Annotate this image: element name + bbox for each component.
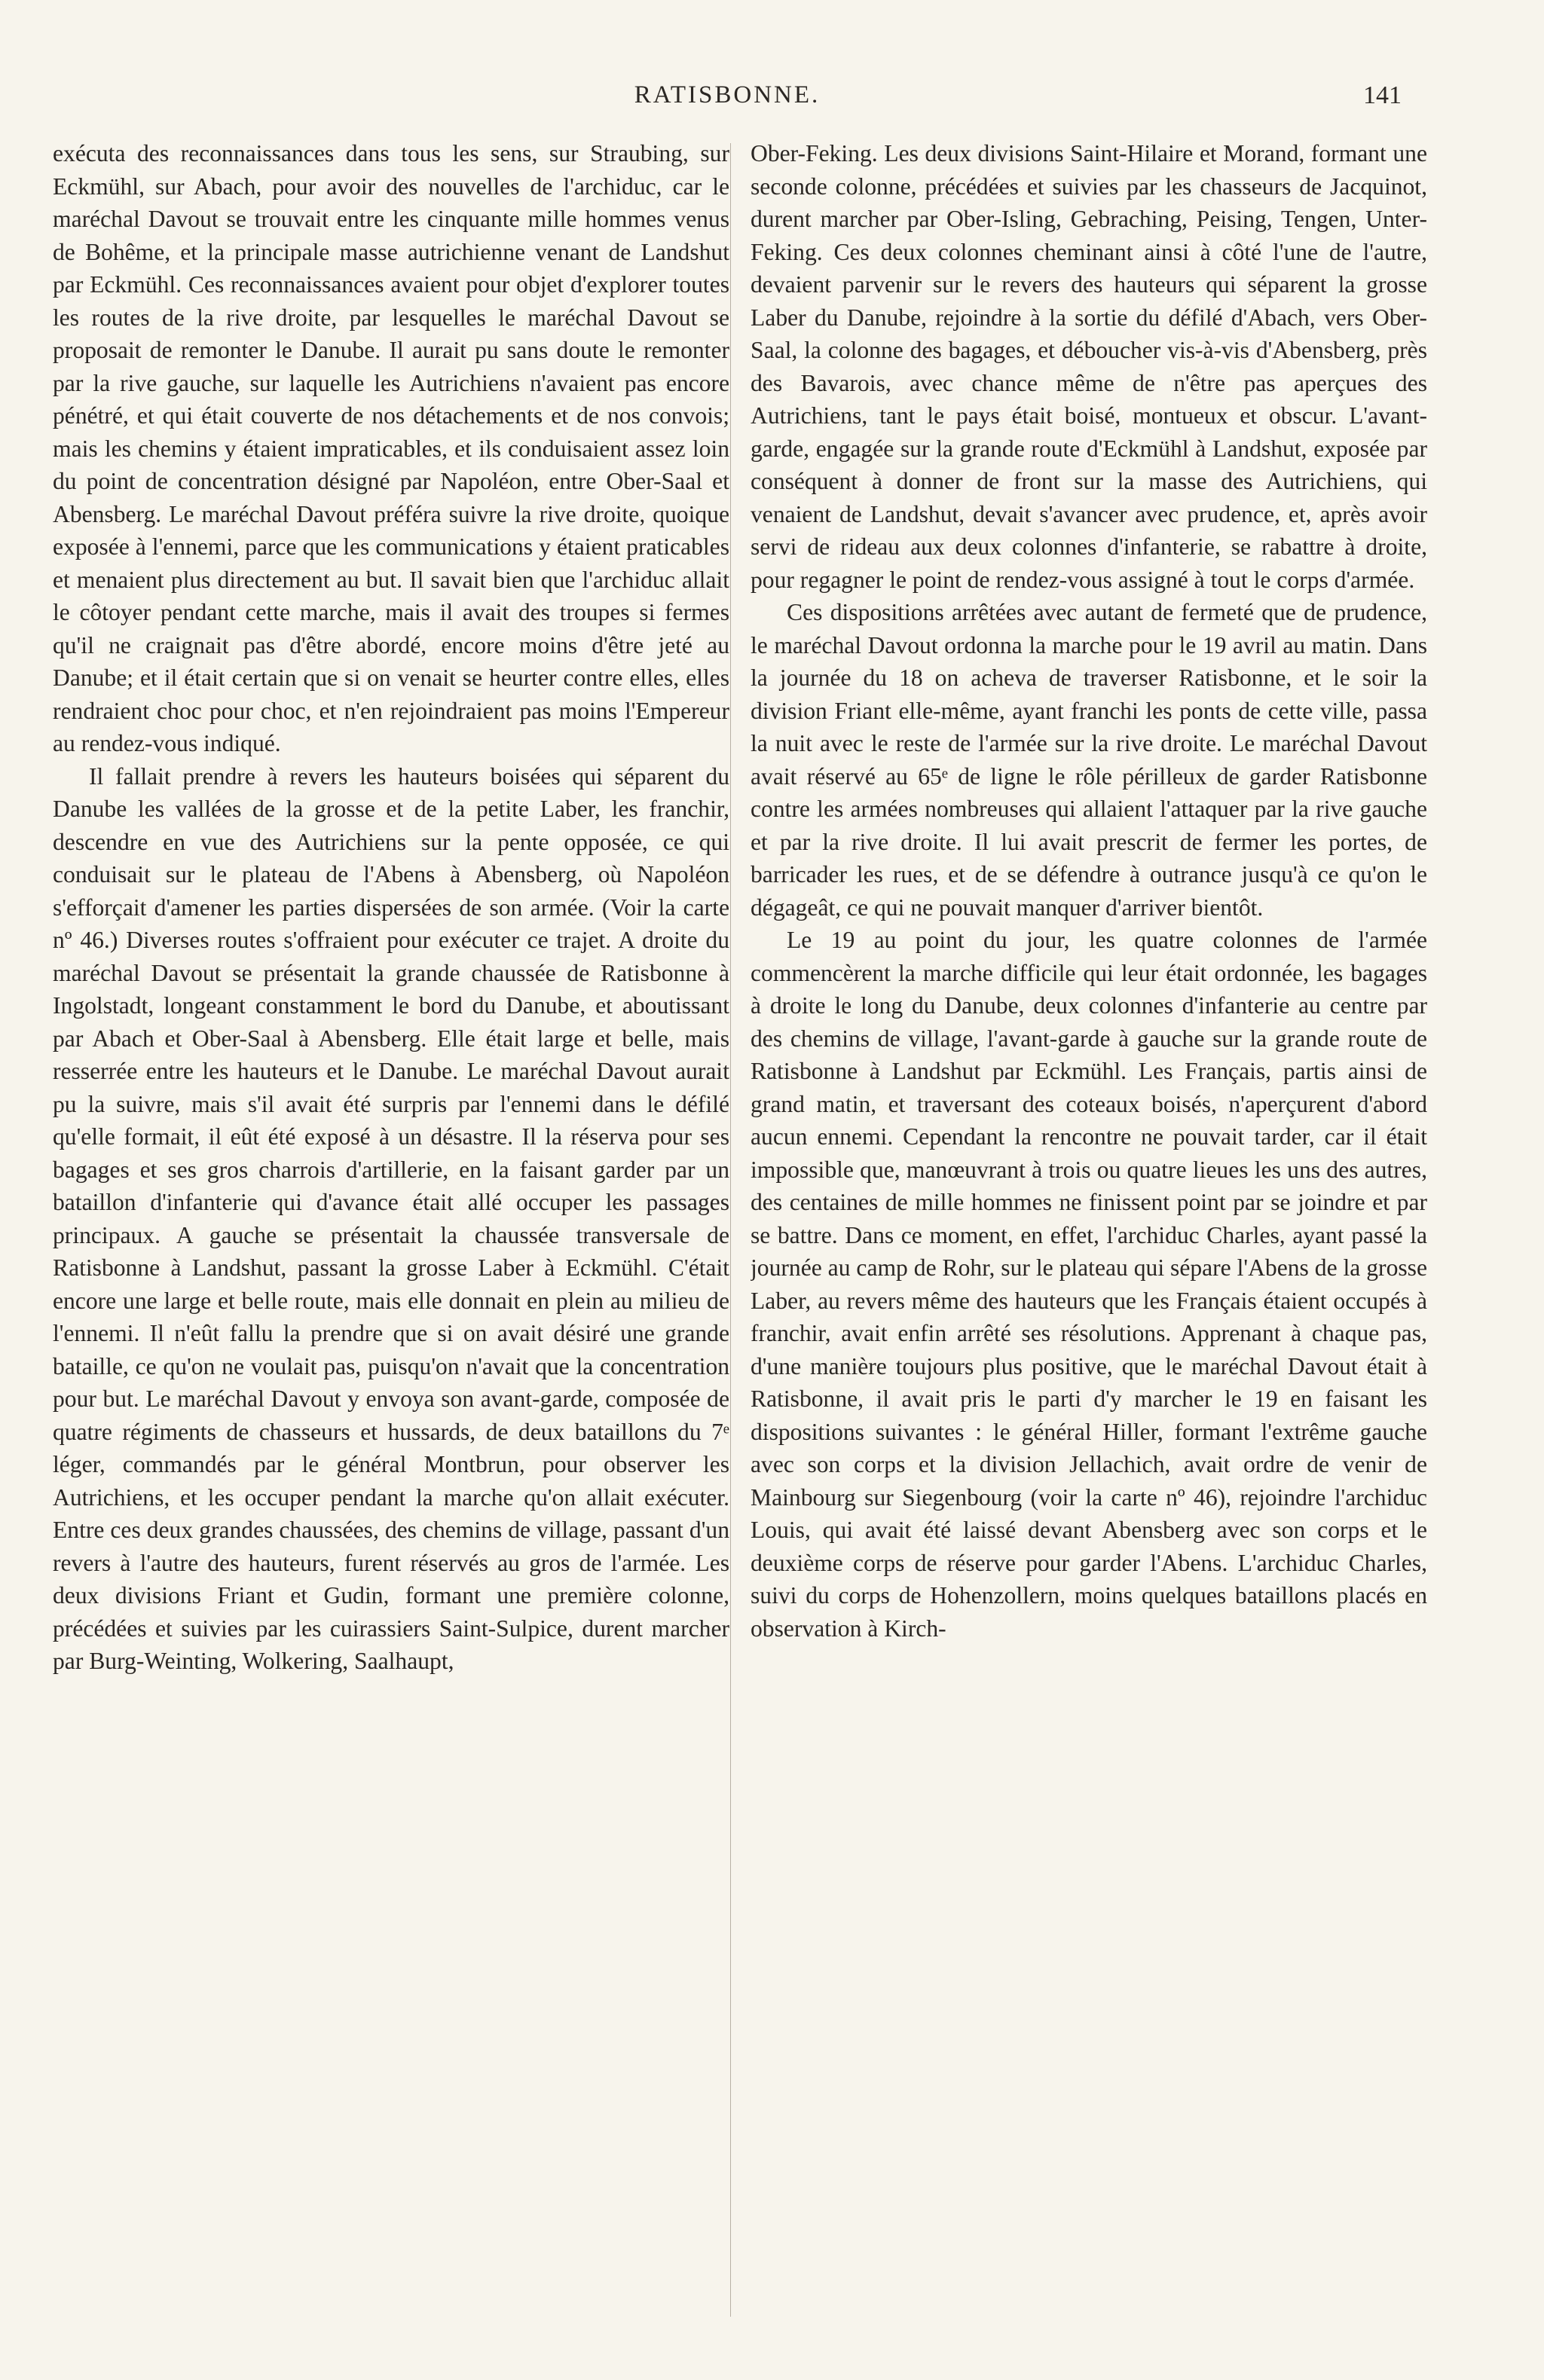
paragraph: Il fallait prendre à revers les hauteurs boisées qui séparent du Danube les vallées de la grosse et de la petite Laber, les franchir, descendre en vue des Autrichiens sur la pente opposée, ce qui conduisait sur le plateau de l'Abens à Abensberg, où Napoléon s'efforçait d'amener les parties dispersées de son armée. (Voir la carte nº 46.) Diverses routes s'offraient pour exécuter ce trajet. A droite du maréchal Davout se présentait la grande chaussée de Ratisbonne à Ingolstadt, longeant constamment le bord du Danube, et aboutissant par Abach et Ober-Saal à Abensberg. Elle était large et belle, mais resserrée entre les hauteurs et le Danube. Le maréchal Davout aurait pu la suivre, mais s'il avait été surpris par l'ennemi dans le défilé qu'elle formait, il eût été exposé à un désastre. Il la réserva pour ses bagages et ses gros charrois d'artillerie, en la faisant garder par un bataillon d'infanterie qui d'avance était allé occuper les passages principaux. A gauche se présentait la chaussée transversale de Ratisbonne à Landshut, passant la grosse Laber à Eckmühl. C'était encore une large et belle route, mais elle donnait en plein au milieu de l'ennemi. Il n'eût fallu la prendre que si on avait désiré une grande bataille, ce qu'on ne voulait pas, puisqu'on n'avait que la concentration pour but. Le maréchal Davout y envoya son avant-garde, composée de quatre régiments de chasseurs et hussards, de deux bataillons du 7ᵉ léger, commandés par le général Montbrun, pour observer les Autrichiens, et les occuper pendant la marche qu'on allait exécuter. Entre ces deux grandes chaussées, des chemins de village, passant d'un revers à l'autre des hauteurs, furent réservés au gros de l'armée. Les deux divisions Friant et Gudin, formant une première colonne, précédées et suivies par les cuirassiers Saint-Sulpice, durent marcher par Burg-Weinting, Wolkering, Saalhaupt,	[53, 762, 729, 1674]
left-column	[53, 137, 729, 2322]
paragraph: Ces dispositions arrêtées avec autant de fermeté que de prudence, le maréchal Davout ordonna la marche pour le 19 avril au matin. Dans la journée du 18 on acheva de traverser Ratisbonne, et le soir la division Friant elle-même, ayant franchi les ponts de cette ville, passa la nuit avec le reste de l'armée sur la rive droite. Le maréchal Davout avait réservé au 65ᵉ de ligne le rôle périlleux de garder Ratisbonne contre les armées nombreuses qui allaient l'attaquer par la rive gauche et par la rive droite. Il lui avait prescrit de fermer les portes, de barricader les rues, et de se défendre à outrance jusqu'à ce qu'on le dégageât, ce qui ne pouvait manquer d'arriver bientôt.	[751, 599, 1427, 921]
running-head: RATISBONNE.	[634, 81, 821, 108]
right-column	[751, 137, 1427, 2322]
column-divider	[730, 143, 731, 2317]
paragraph: exécuta des reconnaissances dans tous les sens, sur Straubing, sur Eckmühl, sur Abach, pour avoir des nouvelles de l'archiduc, car le maréchal Davout se trouvait entre les cinquante mille hommes venus de Bohême, et la principale masse autrichienne venant de Landshut par Eckmühl. Ces reconnaissances avaient pour objet d'explorer toutes les routes de la rive droite, par lesquelles le maréchal Davout se proposait de remonter le Danube. Il aurait pu sans doute le remonter par la rive gauche, sur laquelle les Autrichiens n'avaient pas encore pénétré, et qui était couverte de nos détachements et de nos convois; mais les chemins y étaient impraticables, et ils conduisaient assez loin du point de concentration désigné par Napoléon, entre Ober-Saal et Abensberg. Le maréchal Davout préféra suivre la rive droite, quoique exposée à l'ennemi, parce que les communications y étaient praticables et menaient plus directement au but. Il savait bien que l'archiduc allait le côtoyer pendant cette marche, mais il avait des troupes si fermes qu'il ne craignait pas d'être abordé, encore moins d'être jeté au Danube; et il était certain que si on venait se heurter contre elles, elles rendraient choc pour choc, et n'en rejoindraient pas moins l'Empereur au rendez-vous indiqué.	[53, 140, 729, 756]
page-header	[53, 81, 1402, 127]
paragraph: Le 19 au point du jour, les quatre colonnes de l'armée commencèrent la marche difficile qui leur était ordonnée, les bagages à droite le long du Danube, deux colonnes d'infanterie au centre par des chemins de village, l'avant-garde à gauche sur la grande route de Ratisbonne à Landshut par Eckmühl. Les Français, partis ainsi de grand matin, et traversant des coteaux boisés, n'aperçurent d'abord aucun ennemi. Cependant la rencontre ne pouvait tarder, car il était impossible que, manœuvrant à trois ou quatre lieues les uns des autres, des centaines de mille hommes ne finissent point par se joindre et par se battre. Dans ce moment, en effet, l'archiduc Charles, ayant passé la journée au camp de Rohr, sur le plateau qui sépare l'Abens de la grosse Laber, au revers même des hauteurs que les Français étaient occupés à franchir, avait enfin arrêté ses résolutions. Apprenant à chaque pas, d'une manière toujours plus positive, que le maréchal Davout était à Ratisbonne, il avait pris le parti d'y marcher le 19 en faisant les dispositions suivantes : le général Hiller, formant l'extrême gauche avec son corps et la division Jellachich, avait ordre de venir de Mainbourg sur Siegenbourg (voir la carte nº 46), rejoindre l'archiduc Louis, qui avait été laissé devant Abensberg avec son corps et le deuxième corps de réserve pour garder l'Abens. L'archiduc Charles, suivi du corps de Hohenzollern, moins quelques bataillons placés en observation à Kirch-	[751, 927, 1427, 1642]
paragraph: Ober-Feking. Les deux divisions Saint-Hilaire et Morand, formant une seconde colonne, précédées et suivies par les chasseurs de Jacquinot, durent marcher par Ober-Isling, Gebraching, Peising, Tengen, Unter-Feking. Ces deux colonnes cheminant ainsi à côté l'une de l'autre, devaient parvenir sur le revers des hauteurs qui séparent la grosse Laber du Danube, rejoindre à la sortie du défilé d'Abach, vers Ober-Saal, la colonne des bagages, et déboucher vis-à-vis d'Abensberg, près des Bavarois, avec chance même de n'être pas aperçues des Autrichiens, tant le pays était boisé, montueux et obscur. L'avant-garde, engagée sur la grande route d'Eckmühl à Landshut, exposée par conséquent à donner de front sur la masse des Autrichiens, qui venaient de Landshut, devait s'avancer avec prudence, et, après avoir servi de rideau aux deux colonnes d'infanterie, se rabattre à droite, pour regagner le point de rendez-vous assigné à tout le corps d'armée.	[751, 140, 1427, 593]
page-number: 141	[1363, 81, 1402, 109]
